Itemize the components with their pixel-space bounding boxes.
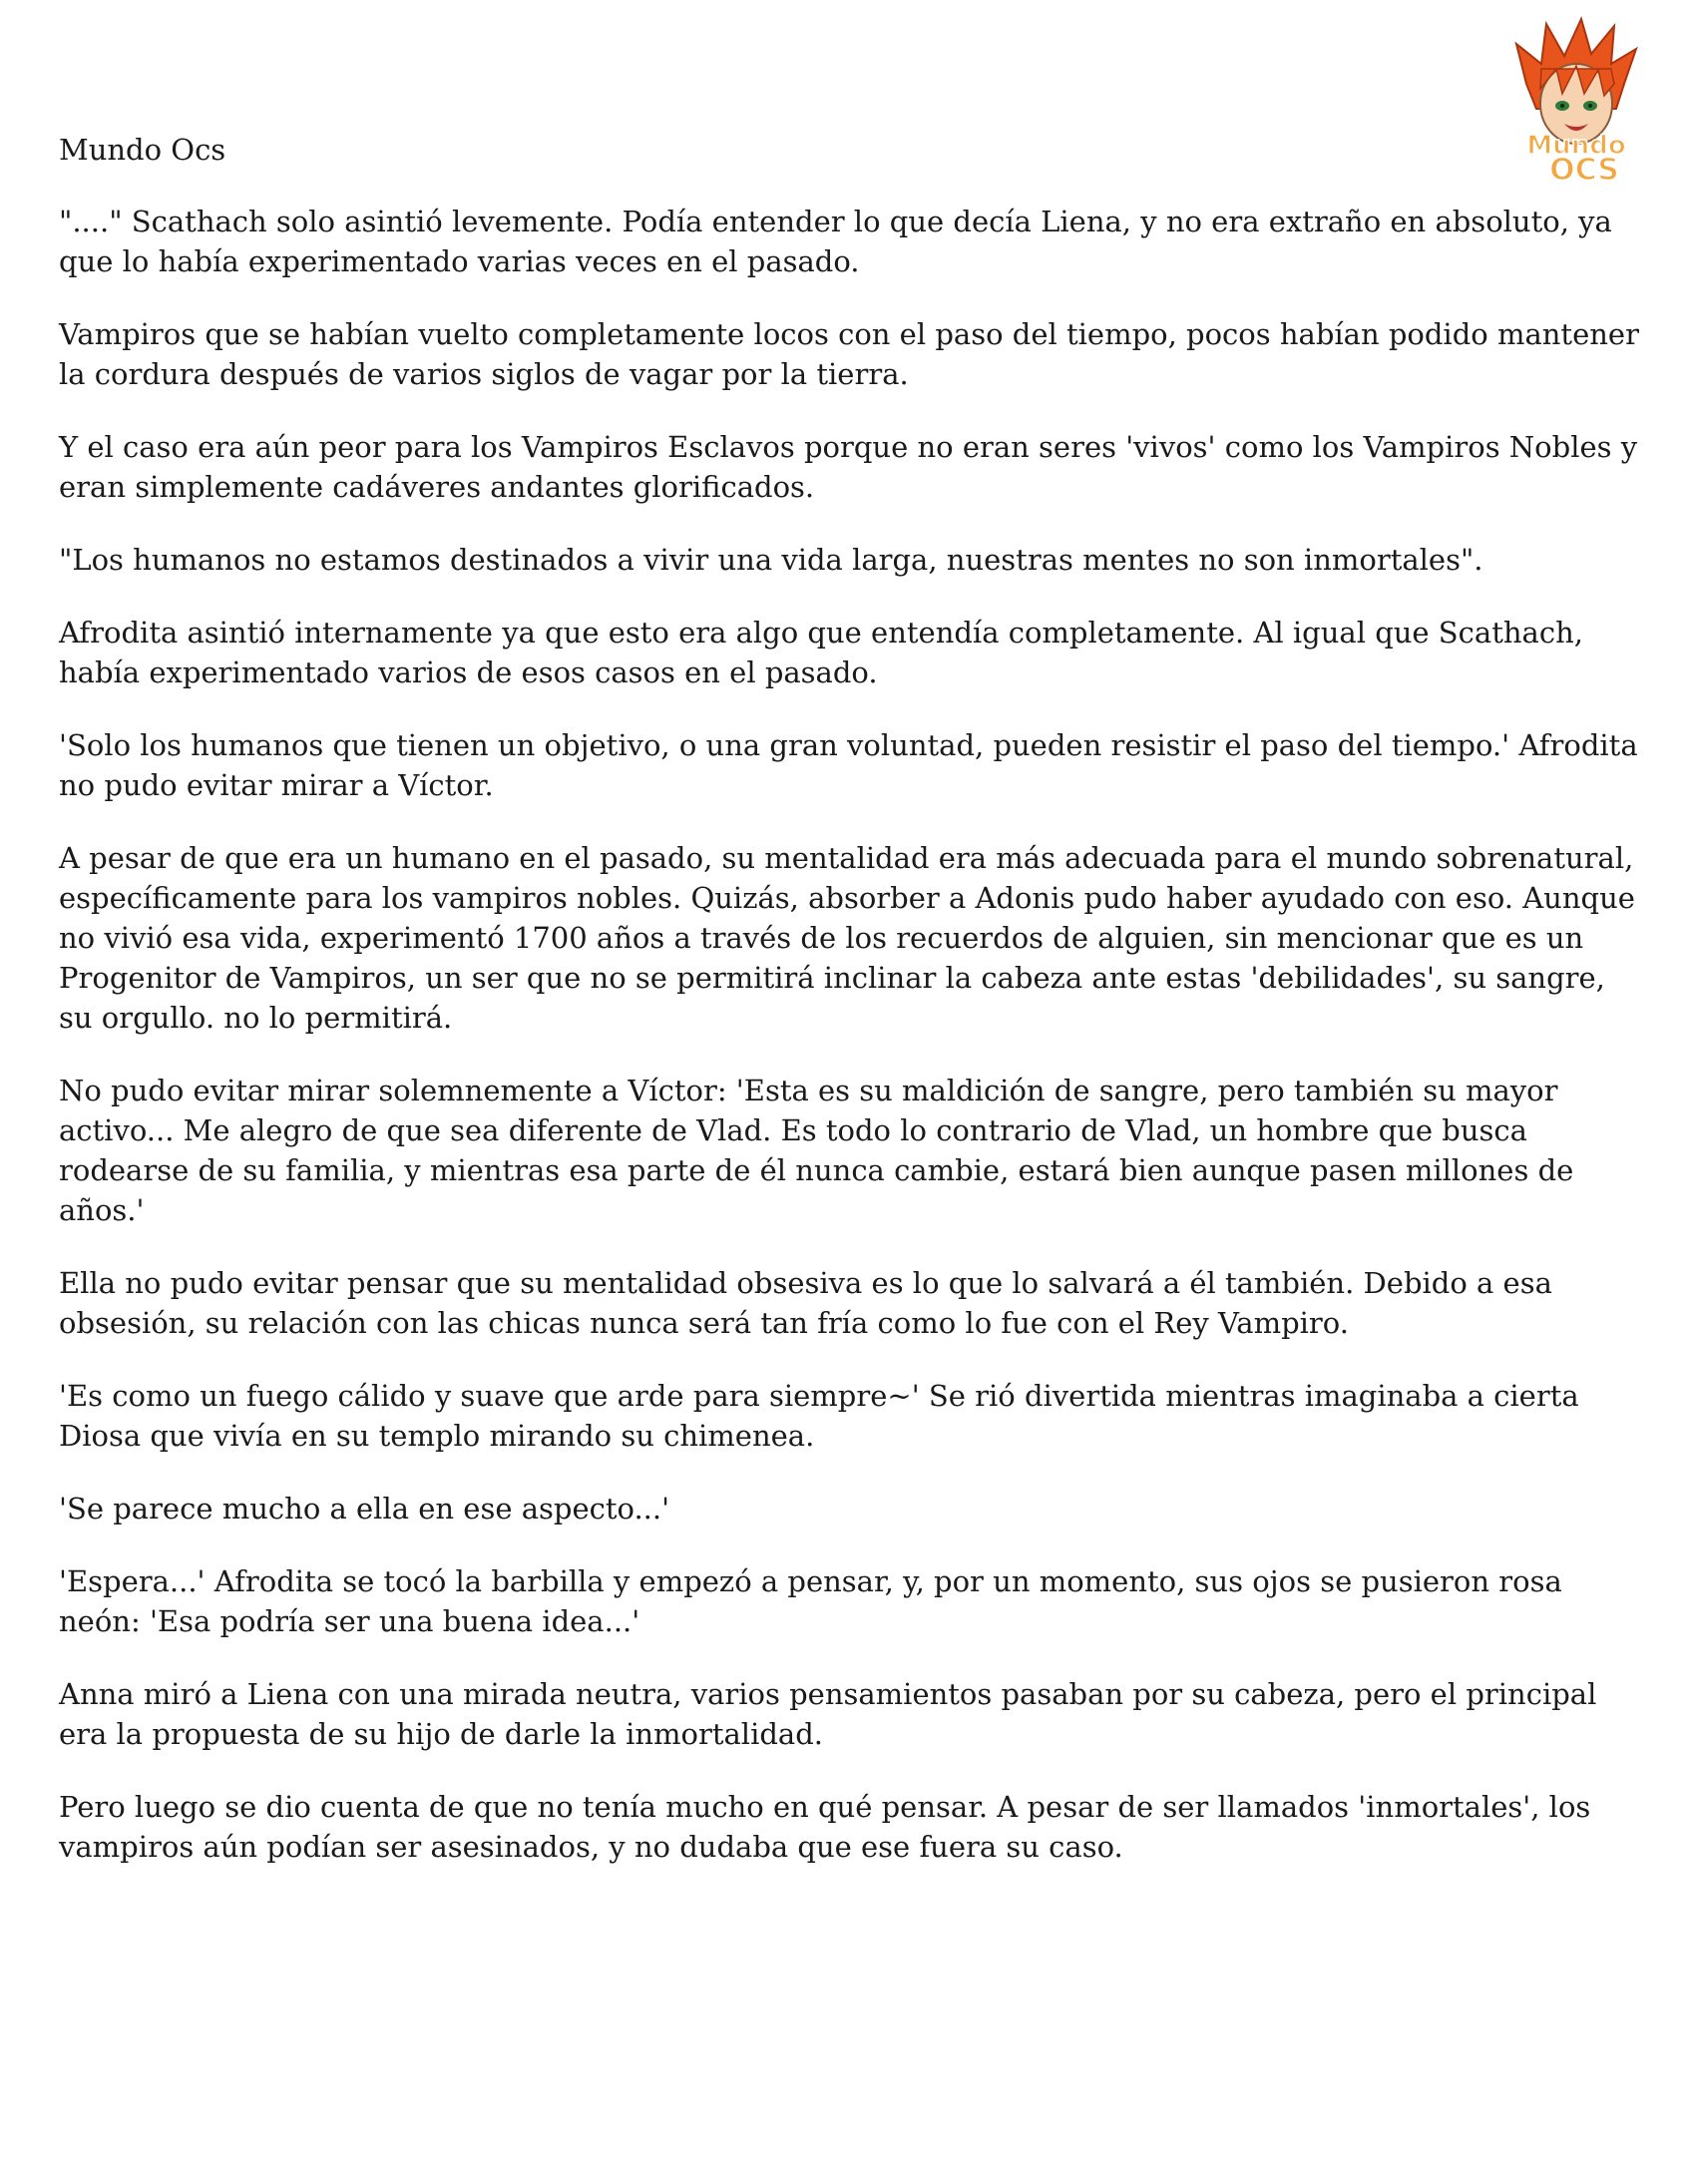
paragraph: "Los humanos no estamos destinados a vivir una vida larga, nuestras mentes no son inmortales". [59,543,1483,577]
paragraph: Pero luego se dio cuenta de que no tenía mucho en qué pensar. A pesar de ser llamados 'inmortales', los vampiros aún podían ser asesinados, y no dudaba que ese fuera su caso. [59,1790,1591,1864]
site-name-header: Mundo Ocs [59,133,226,167]
paragraph: Anna miró a Liena con una mirada neutra, varios pensamientos pasaban por su cabeza, pero el principal era la propuesta de su hijo de darle la inmortalidad. [59,1677,1597,1751]
paragraph: 'Es como un fuego cálido y suave que arde para siempre~' Se rió divertida mientras imaginaba a cierta Diosa que vivía en su templo mirando su chimenea. [59,1379,1579,1453]
paragraph: Vampiros que se habían vuelto completamente locos con el paso del tiempo, pocos habían podido mantener la cordura después de varios siglos de vagar por la tierra. [59,317,1639,391]
paragraph: A pesar de que era un humano en el pasado, su mentalidad era más adecuada para el mundo sobrenatural, específicamente para los vampiros nobles. Quizás, absorber a Adonis pudo haber ayudado con eso. Aunque no vivió esa vida, experimentó 1700 años a través de los recuerdos de alguien, sin mencionar que es un Progenitor de Vampiros, un ser que no se permitirá inclinar la cabeza ante estas 'debilidades', su sangre, su orgullo. no lo permitirá. [59,841,1635,1035]
paragraph: Y el caso era aún peor para los Vampiros Esclavos porque no eran seres 'vivos' como los Vampiros Nobles y eran simplemente cadáveres andantes glorificados. [59,430,1638,504]
paragraph: Afrodita asintió internamente ya que esto era algo que entendía completamente. Al igual que Scathach, había experimentado varios de esos casos en el pasado. [59,616,1583,689]
paragraph: 'Solo los humanos que tienen un objetivo, o una gran voluntad, pueden resistir el paso del tiempo.' Afrodita no pudo evitar mirar a Víctor. [59,728,1638,802]
logo-text-ocs: OCS [1549,153,1619,184]
paragraph: "...." Scathach solo asintió levemente. Podía entender lo que decía Liena, y no era extraño en absoluto, ya que lo había experimentado varias veces en el pasado. [59,205,1612,278]
paragraph: 'Se parece mucho a ella en ese aspecto...' [59,1492,670,1526]
paragraph: 'Espera...' Afrodita se tocó la barbilla y empezó a pensar, y, por un momento, sus ojos se pusieron rosa neón: 'Esa podría ser una buena idea...' [59,1564,1562,1638]
document-body [59,130,1645,1900]
logo-text-mundo: Mundo [1526,131,1626,161]
paragraph: No pudo evitar mirar solemnemente a Víctor: 'Esta es su maldición de sangre, pero también su mayor activo... Me alegro de que sea diferente de Vlad. Es todo lo contrario de Vlad, un hombre que busca rodearse de su familia, y mientras esa parte de él nunca cambie, estará bien aunque pasen millones de años.' [59,1074,1574,1227]
paragraph: Ella no pudo evitar pensar que su mentalidad obsesiva es lo que lo salvará a él también. Debido a esa obsesión, su relación con las chicas nunca será tan fría como lo fue con el Rey Vampiro. [59,1266,1552,1340]
